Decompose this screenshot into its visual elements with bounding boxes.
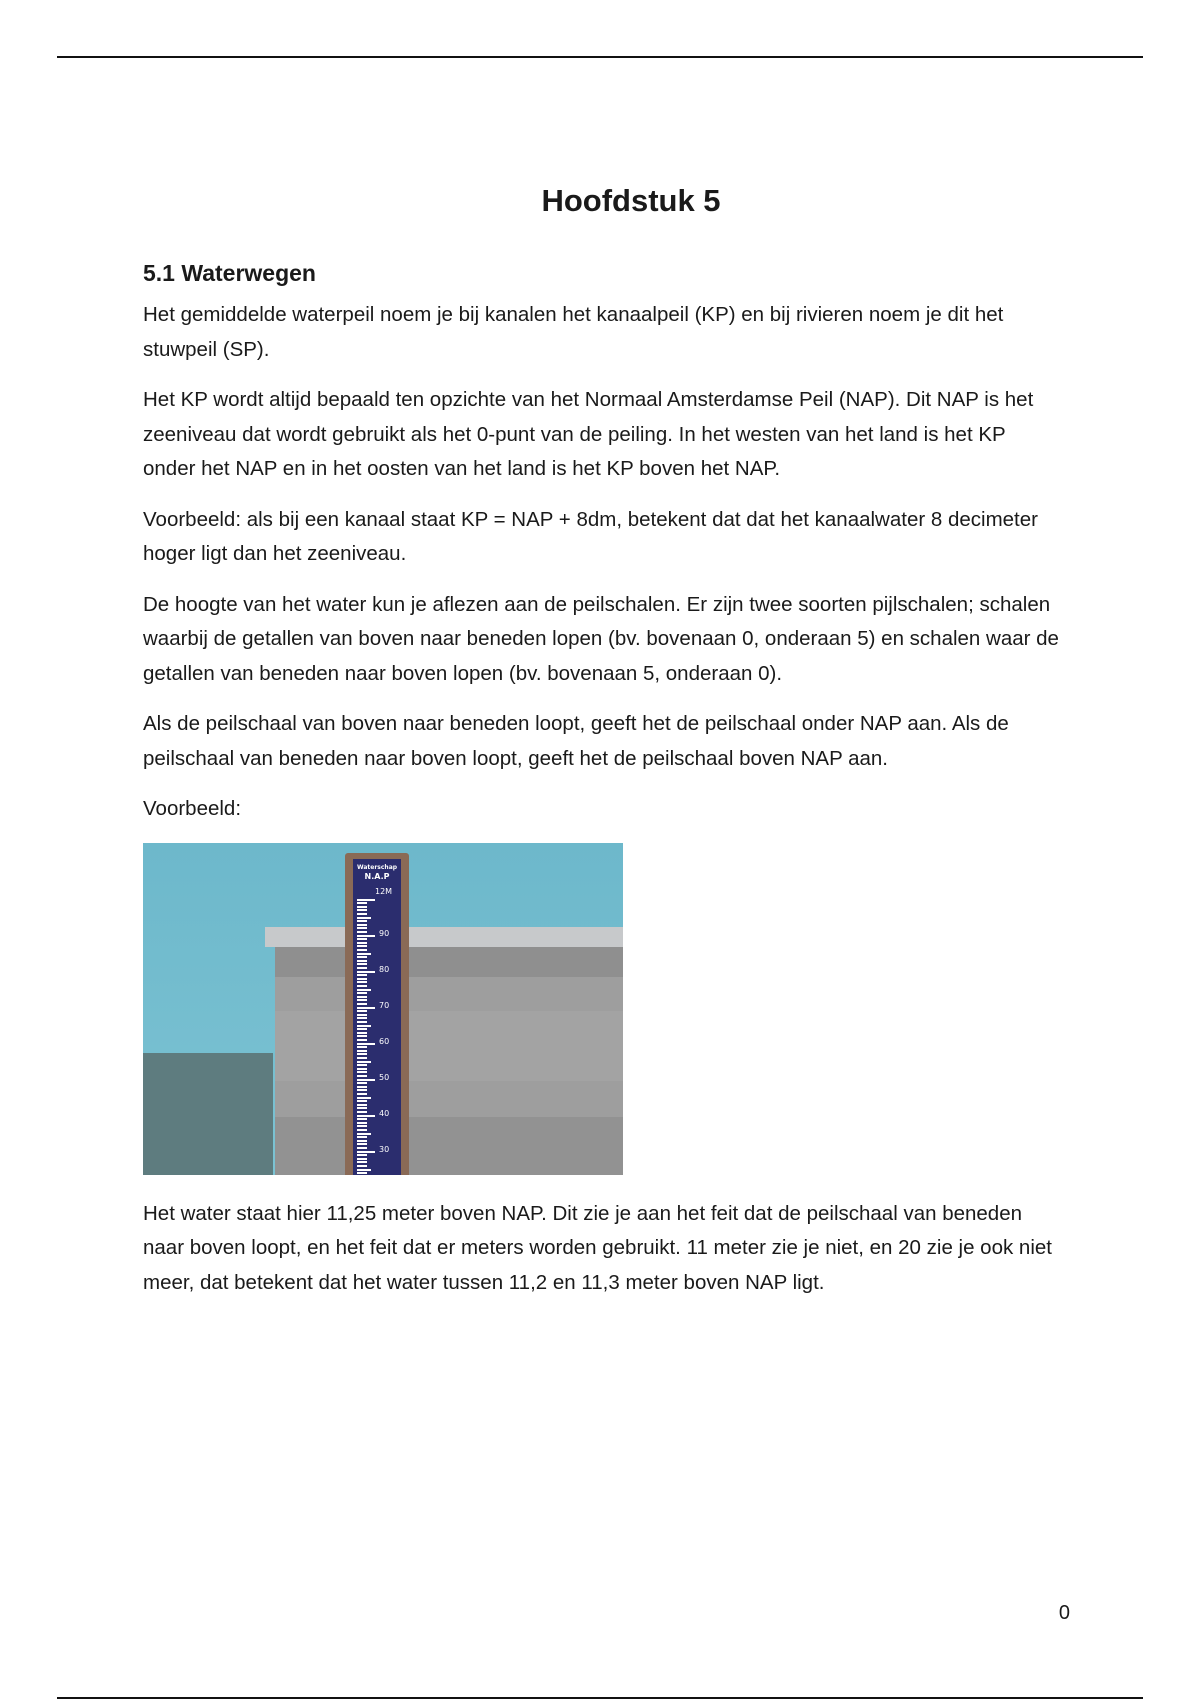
gauge-tick <box>357 1158 367 1160</box>
gauge-label: 60 <box>379 1036 390 1046</box>
water-surface <box>143 1053 273 1175</box>
paragraph-1: Het gemiddelde waterpeil noem je bij kanalen het kanaalpeil (KP) en bij rivieren noem je dit het stuwpeil (SP). <box>143 303 1004 361</box>
quay-wall-band <box>275 1011 623 1081</box>
gauge-tick <box>357 985 367 987</box>
gauge-tick <box>357 1169 371 1171</box>
chapter-title: Hoofdstuk 5 <box>541 183 721 218</box>
gauge-tick <box>357 1061 371 1063</box>
gauge-tick <box>357 902 367 904</box>
section-title: 5.1 Waterwegen <box>143 260 316 286</box>
gauge-tick <box>357 1079 375 1081</box>
gauge-tick <box>357 1017 367 1019</box>
water-gauge-illustration <box>143 843 623 1175</box>
gauge-tick <box>357 924 367 926</box>
gauge-tick <box>357 1104 367 1106</box>
paragraph-6: Het water staat hier 11,25 meter boven NAP. Dit zie je aan het feit dat de peilschaal van beneden naar boven loopt, en het feit dat er meters worden gebruikt. 11 meter zie je niet, en 20 zie je ook niet meer, dat betekent dat het water tussen 11,2 en 11,3 meter boven NAP ligt. <box>143 1201 1052 1294</box>
gauge-tick <box>357 1125 367 1127</box>
gauge-tick <box>357 1043 375 1045</box>
gauge-tick <box>357 971 375 973</box>
gauge-tick <box>357 1118 367 1120</box>
gauge-top-label: 12M <box>375 886 393 896</box>
gauge-tick <box>357 1053 367 1055</box>
gauge-tick <box>357 1097 371 1099</box>
gauge-tick <box>357 1151 375 1153</box>
gauge-label: 70 <box>379 1000 390 1010</box>
gauge-tick <box>357 1140 367 1142</box>
gauge-tick <box>357 938 367 940</box>
gauge-tick <box>357 1165 367 1167</box>
gauge-tick <box>357 1143 367 1145</box>
gauge-tick <box>357 1129 367 1131</box>
gauge-tick <box>357 909 367 911</box>
gauge-tick <box>357 1075 367 1077</box>
gauge-tick <box>357 1111 367 1113</box>
gauge-tick <box>357 1122 367 1124</box>
gauge-tick <box>357 917 371 919</box>
gauge-tick <box>357 1107 367 1109</box>
quay-wall-cap <box>265 927 623 947</box>
gauge-tick <box>357 913 367 915</box>
gauge-tick <box>357 931 367 933</box>
gauge-tick <box>357 989 371 991</box>
gauge-tick <box>357 1014 367 1016</box>
header-rule <box>57 56 1143 58</box>
gauge-tick <box>357 1032 367 1034</box>
gauge-tick <box>357 1068 367 1070</box>
gauge-tick <box>357 1115 375 1117</box>
gauge-tick <box>357 960 367 962</box>
example-label: Voorbeeld: <box>143 797 242 820</box>
gauge-tick <box>357 1086 367 1088</box>
gauge-tick <box>357 1093 367 1095</box>
gauge-title: N.A.P <box>364 871 390 881</box>
paragraph-3: Voorbeeld: als bij een kanaal staat KP = NAP + 8dm, betekent dat dat het kanaalwater 8 decimeter hoger ligt dan het zeeniveau. <box>143 507 1038 565</box>
gauge-tick <box>357 1050 367 1052</box>
water-gauge-scale <box>353 859 401 1175</box>
gauge-tick <box>357 927 367 929</box>
gauge-tick <box>357 1035 367 1037</box>
paragraph-2: Het KP wordt altijd bepaald ten opzichte van het Normaal Amsterdamse Peil (NAP). Dit NAP is het zeeniveau dat wordt gebruikt als het 0-punt van de peiling. In het westen van het land is het KP onder het NAP en in het oosten van het land is het KP boven het NAP. <box>143 388 1034 480</box>
gauge-tick <box>357 1010 367 1012</box>
gauge-tick <box>357 1136 367 1138</box>
gauge-tick <box>357 1161 367 1163</box>
gauge-tick <box>357 942 367 944</box>
page-number: 0 <box>1058 1602 1070 1624</box>
gauge-tick <box>357 1025 371 1027</box>
gauge-tick <box>357 953 371 955</box>
gauge-tick <box>357 996 367 998</box>
paragraph-5: Als de peilschaal van boven naar beneden loopt, geeft het de peilschaal onder NAP aan. Als de peilschaal van beneden naar boven loopt, geeft het de peilschaal boven NAP aan. <box>143 712 1009 770</box>
gauge-tick <box>357 967 367 969</box>
gauge-tick <box>357 981 367 983</box>
gauge-tick <box>357 1133 371 1135</box>
gauge-tick <box>357 1100 367 1102</box>
document-body <box>143 180 1063 1316</box>
gauge-label: 90 <box>379 928 390 938</box>
gauge-tick <box>357 956 367 958</box>
gauge-tick <box>357 949 367 951</box>
footer-rule <box>57 1697 1143 1699</box>
gauge-tick <box>357 992 367 994</box>
gauge-tick <box>357 1028 367 1030</box>
gauge-label: 40 <box>379 1108 390 1118</box>
gauge-tick <box>357 1057 367 1059</box>
gauge-tick <box>357 1154 367 1156</box>
gauge-tick <box>357 978 367 980</box>
gauge-tick <box>357 945 367 947</box>
gauge-tick <box>357 1147 367 1149</box>
gauge-tick <box>357 974 367 976</box>
gauge-tick <box>357 999 367 1001</box>
gauge-tick <box>357 935 375 937</box>
gauge-tick <box>357 1071 367 1073</box>
gauge-title-small: Waterschap <box>356 863 398 871</box>
gauge-tick <box>357 1039 367 1041</box>
gauge-tick <box>357 1021 367 1023</box>
paragraph-4: De hoogte van het water kun je aflezen aan de peilschalen. Er zijn twee soorten pijlschalen; schalen waarbij de getallen van boven naar beneden lopen (bv. bovenaan 0, onderaan 5) en schalen waar de getallen van beneden naar boven lopen (bv. bovenaan 5, onderaan 0). <box>143 592 1059 685</box>
gauge-tick <box>357 906 367 908</box>
gauge-tick <box>357 1082 367 1084</box>
gauge-tick <box>357 1046 367 1048</box>
gauge-tick <box>357 1089 367 1091</box>
gauge-label: 80 <box>379 964 390 974</box>
gauge-tick <box>357 963 367 965</box>
gauge-tick <box>357 920 367 922</box>
gauge-tick <box>357 1064 367 1066</box>
gauge-label: 50 <box>379 1072 390 1082</box>
gauge-tick <box>357 899 375 901</box>
gauge-tick <box>357 1003 367 1005</box>
gauge-tick <box>357 1007 375 1009</box>
gauge-label: 30 <box>379 1144 390 1154</box>
gauge-tick <box>357 1172 367 1174</box>
